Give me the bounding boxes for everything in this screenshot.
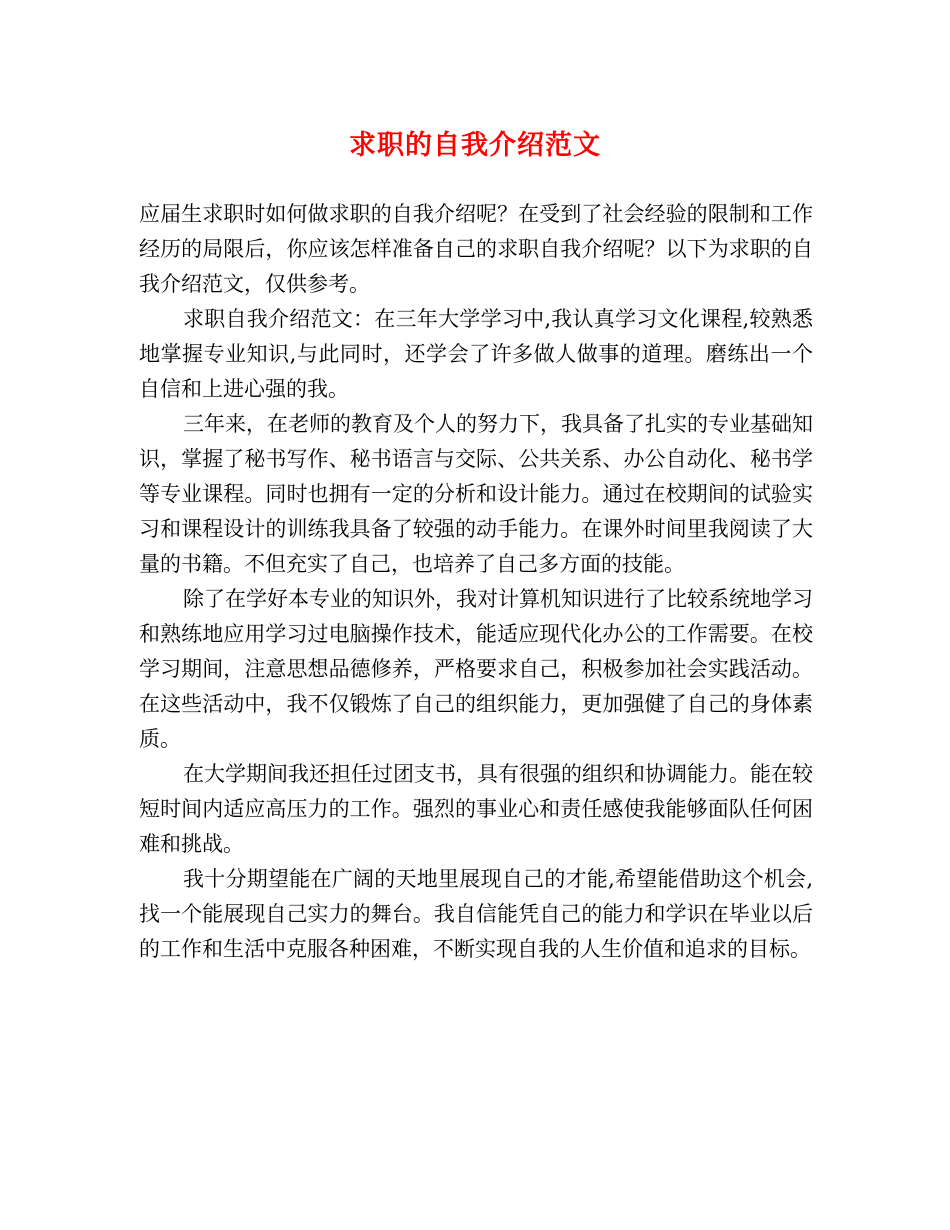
document-body	[139, 197, 813, 967]
paragraph-4: 在大学期间我还担任过团支书，具有很强的组织和协调能力。能在较短时间内适应高压力的工作。强烈的事业心和责任感使我能够面队任何困难和挑战。	[139, 762, 813, 856]
paragraph-3: 除了在学好本专业的知识外，我对计算机知识进行了比较系统地学习和熟练地应用学习过电脑操作技术，能适应现代化办公的工作需要。在校学习期间，注意思想品德修养，严格要求自己，积极参加社会实践活动。在这些活动中，我不仅锻炼了自己的组织能力，更加强健了自己的身体素质。	[139, 587, 813, 751]
document-title: 求职的自我介绍范文	[349, 130, 601, 161]
paragraph-5: 我十分期望能在广阔的天地里展现自己的才能,希望能借助这个机会,找一个能展现自己实力的舞台。我自信能凭自己的能力和学识在毕业以后的工作和生活中克服各种困难，不断实现自我的人生价值和追求的目标。	[139, 867, 813, 961]
paragraph-intro: 应届生求职时如何做求职的自我介绍呢？在受到了社会经验的限制和工作经历的局限后，你应该怎样准备自己的求职自我介绍呢？以下为求职的自我介绍范文，仅供参考。	[139, 202, 813, 296]
paragraph-2: 三年来，在老师的教育及个人的努力下，我具备了扎实的专业基础知识，掌握了秘书写作、秘书语言与交际、公共关系、办公自动化、秘书学等专业课程。同时也拥有一定的分析和设计能力。通过在校期间的试验实习和课程设计的训练我具备了较强的动手能力。在课外时间里我阅读了大量的书籍。不但充实了自己，也培养了自己多方面的技能。	[139, 412, 813, 576]
paragraph-1: 求职自我介绍范文：在三年大学学习中,我认真学习文化课程,较熟悉地掌握专业知识,与此同时，还学会了许多做人做事的道理。磨练出一个自信和上进心强的我。	[139, 307, 813, 401]
